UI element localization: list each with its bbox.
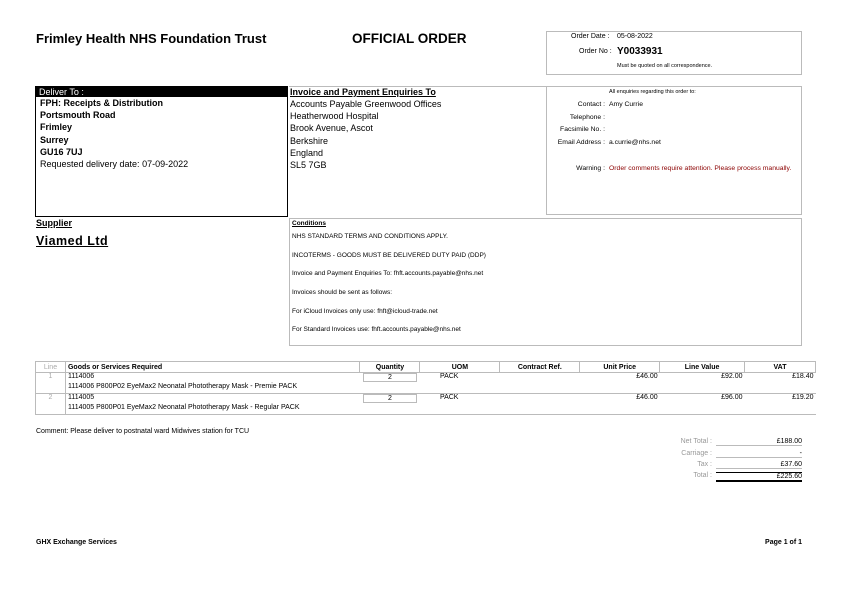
condition-line: For Standard Invoices use: fhft.accounts.payable@nhs.net	[292, 326, 461, 333]
row-uom: PACK	[439, 394, 459, 401]
col-header-uom: UOM	[420, 362, 500, 373]
trust-name: Frimley Health NHS Foundation Trust	[36, 31, 267, 46]
col-header-quantity: Quantity	[360, 362, 420, 373]
row-quantity: 2	[363, 394, 417, 403]
items-table	[35, 361, 816, 415]
order-note: Must be quoted on all correspondence.	[617, 63, 713, 69]
total-label: Total :	[693, 472, 712, 479]
row-uom: PACK	[439, 373, 459, 380]
contact-box	[546, 86, 802, 215]
col-header-unit-price: Unit Price	[580, 362, 660, 373]
net-total-value: £188.00	[716, 438, 802, 446]
warning-value: Order comments require attention. Please process manually.	[609, 165, 792, 172]
condition-line: NHS STANDARD TERMS AND CONDITIONS APPLY.	[292, 233, 448, 240]
tax-label: Tax :	[697, 461, 712, 468]
footer-service: GHX Exchange Services	[36, 539, 117, 546]
condition-line: Invoice and Payment Enquiries To: fhft.accounts.payable@nhs.net	[292, 270, 484, 277]
deliver-line: Frimley	[40, 122, 73, 133]
order-no-value: Y0033931	[617, 46, 663, 57]
col-header-contract: Contract Ref.	[500, 362, 580, 373]
row-vat: £18.40	[792, 373, 814, 380]
deliver-line: Portsmouth Road	[40, 110, 116, 121]
contact-value: Amy Currie	[609, 101, 643, 108]
table-row-description	[36, 404, 816, 415]
order-no-label: Order No :	[579, 48, 612, 55]
deliver-line: FPH: Receipts & Distribution	[40, 98, 164, 108]
carriage-label: Carriage :	[681, 450, 712, 457]
row-contract	[500, 394, 580, 405]
row-unit-price: £46.00	[636, 394, 658, 401]
total-value: £225.60	[716, 472, 802, 482]
invoice-line: Brook Avenue, Ascot	[290, 123, 373, 134]
conditions-box	[289, 218, 802, 346]
invoice-line: England	[290, 147, 324, 158]
col-header-line-value: Line Value	[660, 362, 745, 373]
order-comment: Comment: Please deliver to postnatal ward Midwives station for TCU	[36, 428, 250, 435]
condition-line: For iCloud Invoices only use: fhft@icloud-trade.net	[292, 308, 438, 315]
requested-delivery-date: Requested delivery date: 07-09-2022	[40, 159, 189, 170]
invoice-line: SL5 7GB	[290, 160, 327, 171]
table-row	[36, 394, 816, 405]
row-contract	[500, 373, 580, 384]
supplier-heading: Supplier	[36, 218, 73, 228]
col-header-vat: VAT	[745, 362, 816, 373]
row-quantity: 2	[363, 373, 417, 382]
row-description: 1114006 P800P02 EyeMax2 Neonatal Phototherapy Mask - Premie PACK	[65, 383, 815, 394]
contact-intro: All enquiries regarding this order to:	[609, 89, 696, 95]
conditions-heading: Conditions	[292, 220, 326, 227]
row-unit-price: £46.00	[636, 373, 658, 380]
table-header-row	[36, 362, 816, 373]
warning-label: Warning :	[576, 165, 605, 172]
row-line-value: £96.00	[721, 394, 743, 401]
invoice-line: Accounts Payable Greenwood Offices	[290, 99, 442, 109]
order-date-label: Order Date :	[571, 33, 610, 40]
email-label: Email Address :	[557, 139, 605, 146]
invoice-heading: Invoice and Payment Enquiries To	[290, 87, 436, 97]
col-header-line: Line	[36, 362, 66, 373]
footer-page-number: Page 1 of 1	[765, 539, 802, 546]
document-title: OFFICIAL ORDER	[352, 31, 467, 46]
order-info-box	[546, 31, 802, 75]
condition-line: INCOTERMS - GOODS MUST BE DELIVERED DUTY PAID (DDP)	[292, 252, 486, 259]
row-description: 1114005 P800P01 EyeMax2 Neonatal Phototherapy Mask - Regular PACK	[65, 404, 815, 415]
invoice-line: Heatherwood Hospital	[290, 111, 379, 122]
order-date-value: 05-08-2022	[617, 33, 653, 40]
row-line-number: 1	[36, 373, 66, 384]
invoice-enquiries-box	[289, 86, 546, 215]
row-line-number: 2	[36, 394, 66, 405]
tax-value: £37.60	[716, 461, 802, 469]
facsimile-label: Facsimile No. :	[560, 126, 605, 133]
col-header-goods: Goods or Services Required	[65, 362, 359, 373]
table-row-description	[36, 383, 816, 394]
supplier-name: Viamed Ltd	[36, 234, 109, 248]
net-total-label: Net Total :	[680, 438, 712, 445]
carriage-value: -	[716, 450, 802, 458]
contact-label: Contact :	[577, 101, 605, 108]
row-code: 1114005	[67, 394, 95, 401]
condition-line: Invoices should be sent as follows:	[292, 289, 393, 296]
table-row	[36, 373, 816, 384]
row-line-value: £92.00	[721, 373, 743, 380]
email-value: a.currie@nhs.net	[609, 139, 661, 146]
invoice-line: Berkshire	[290, 135, 329, 146]
deliver-to-heading: Deliver To :	[36, 87, 287, 97]
deliver-to-box	[35, 86, 288, 217]
row-vat: £19.20	[792, 394, 814, 401]
deliver-line: Surrey	[40, 134, 69, 145]
row-code: 1114006	[67, 373, 95, 380]
deliver-line: GU16 7UJ	[40, 146, 83, 157]
telephone-label: Telephone :	[569, 114, 605, 121]
